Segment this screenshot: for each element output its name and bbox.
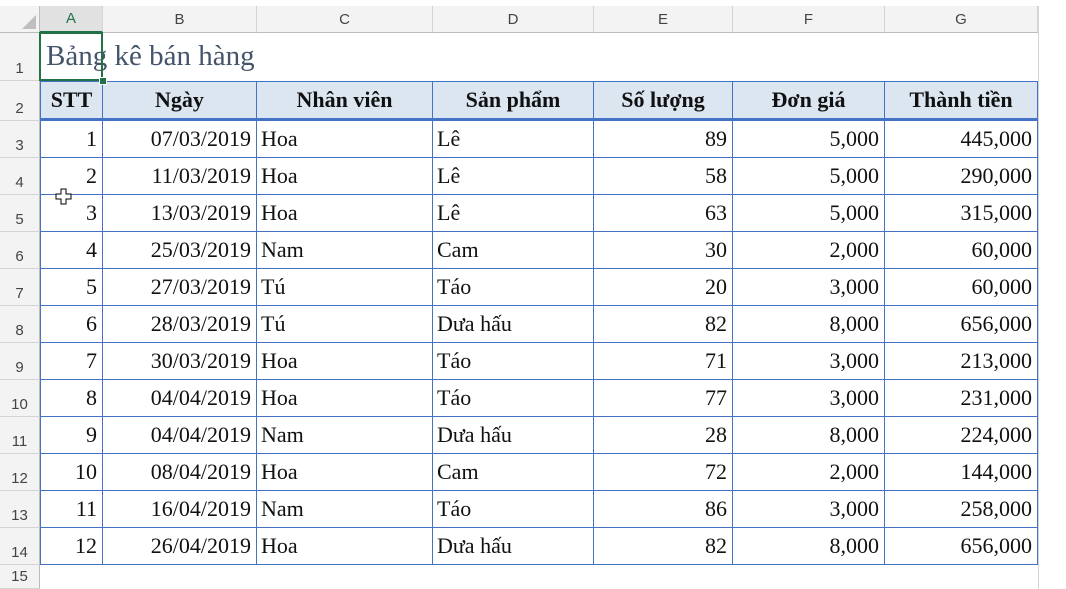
- table-cell-e7[interactable]: 20: [594, 269, 733, 306]
- table-cell-d3[interactable]: Lê: [433, 121, 594, 158]
- table-cell-a11[interactable]: 9: [40, 417, 103, 454]
- table-cell-d10[interactable]: Táo: [433, 380, 594, 417]
- table-cell-b14[interactable]: 26/04/2019: [103, 528, 257, 565]
- table-cell-b3[interactable]: 07/03/2019: [103, 121, 257, 158]
- table-cell-a12[interactable]: 10: [40, 454, 103, 491]
- table-cell-a6[interactable]: 4: [40, 232, 103, 269]
- table-cell-c6[interactable]: Nam: [257, 232, 433, 269]
- table-header-d[interactable]: Sản phẩm: [433, 81, 594, 121]
- row-header-12[interactable]: 12: [0, 454, 40, 491]
- table-cell-d8[interactable]: Dưa hấu: [433, 306, 594, 343]
- table-header-e[interactable]: Số lượng: [594, 81, 733, 121]
- table-cell-c3[interactable]: Hoa: [257, 121, 433, 158]
- table-cell-b11[interactable]: 04/04/2019: [103, 417, 257, 454]
- table-cell-b9[interactable]: 30/03/2019: [103, 343, 257, 380]
- table-cell-e10[interactable]: 77: [594, 380, 733, 417]
- table-cell-f10[interactable]: 3,000: [733, 380, 885, 417]
- row-header-3[interactable]: 3: [0, 121, 40, 158]
- table-cell-g8[interactable]: 656,000: [885, 306, 1038, 343]
- table-cell-g12[interactable]: 144,000: [885, 454, 1038, 491]
- table-cell-c10[interactable]: Hoa: [257, 380, 433, 417]
- table-header-a[interactable]: STT: [40, 81, 103, 121]
- table-cell-d6[interactable]: Cam: [433, 232, 594, 269]
- row-header-8[interactable]: 8: [0, 306, 40, 343]
- column-header-d[interactable]: D: [433, 6, 594, 33]
- table-cell-d7[interactable]: Táo: [433, 269, 594, 306]
- column-header-g[interactable]: G: [885, 6, 1038, 33]
- table-cell-e8[interactable]: 82: [594, 306, 733, 343]
- table-cell-g5[interactable]: 315,000: [885, 195, 1038, 232]
- table-cell-a10[interactable]: 8: [40, 380, 103, 417]
- table-cell-a4[interactable]: 2: [40, 158, 103, 195]
- table-cell-d11[interactable]: Dưa hấu: [433, 417, 594, 454]
- table-cell-b4[interactable]: 11/03/2019: [103, 158, 257, 195]
- column-header-b[interactable]: B: [103, 6, 257, 33]
- row-header-14[interactable]: 14: [0, 528, 40, 565]
- table-cell-c9[interactable]: Hoa: [257, 343, 433, 380]
- column-header-e[interactable]: E: [594, 6, 733, 33]
- table-cell-g10[interactable]: 231,000: [885, 380, 1038, 417]
- row-header-11[interactable]: 11: [0, 417, 40, 454]
- table-cell-f7[interactable]: 3,000: [733, 269, 885, 306]
- table-cell-c13[interactable]: Nam: [257, 491, 433, 528]
- table-cell-g4[interactable]: 290,000: [885, 158, 1038, 195]
- row-header-9[interactable]: 9: [0, 343, 40, 380]
- table-cell-c11[interactable]: Nam: [257, 417, 433, 454]
- table-cell-a7[interactable]: 5: [40, 269, 103, 306]
- table-cell-b5[interactable]: 13/03/2019: [103, 195, 257, 232]
- table-cell-e6[interactable]: 30: [594, 232, 733, 269]
- table-cell-f11[interactable]: 8,000: [733, 417, 885, 454]
- column-header-a[interactable]: A: [40, 6, 103, 33]
- table-cell-a8[interactable]: 6: [40, 306, 103, 343]
- grid-right-edge: [1038, 6, 1066, 589]
- row-header-5[interactable]: 5: [0, 195, 40, 232]
- table-header-f[interactable]: Đơn giá: [733, 81, 885, 121]
- table-header-c[interactable]: Nhân viên: [257, 81, 433, 121]
- table-cell-e3[interactable]: 89: [594, 121, 733, 158]
- table-cell-a13[interactable]: 11: [40, 491, 103, 528]
- table-cell-a3[interactable]: 1: [40, 121, 103, 158]
- table-cell-d4[interactable]: Lê: [433, 158, 594, 195]
- row-header-15[interactable]: 15: [0, 565, 40, 589]
- table-cell-e4[interactable]: 58: [594, 158, 733, 195]
- table-cell-f9[interactable]: 3,000: [733, 343, 885, 380]
- table-cell-e5[interactable]: 63: [594, 195, 733, 232]
- table-cell-f14[interactable]: 8,000: [733, 528, 885, 565]
- column-header-c[interactable]: C: [257, 6, 433, 33]
- table-cell-f6[interactable]: 2,000: [733, 232, 885, 269]
- table-cell-g7[interactable]: 60,000: [885, 269, 1038, 306]
- table-cell-c14[interactable]: Hoa: [257, 528, 433, 565]
- table-cell-b7[interactable]: 27/03/2019: [103, 269, 257, 306]
- table-cell-c8[interactable]: Tú: [257, 306, 433, 343]
- table-cell-f12[interactable]: 2,000: [733, 454, 885, 491]
- table-cell-d5[interactable]: Lê: [433, 195, 594, 232]
- table-cell-b8[interactable]: 28/03/2019: [103, 306, 257, 343]
- row-header-7[interactable]: 7: [0, 269, 40, 306]
- table-cell-d12[interactable]: Cam: [433, 454, 594, 491]
- table-cell-e12[interactable]: 72: [594, 454, 733, 491]
- select-all-corner[interactable]: [0, 6, 40, 33]
- table-cell-c12[interactable]: Hoa: [257, 454, 433, 491]
- table-header-b[interactable]: Ngày: [103, 81, 257, 121]
- table-header-g[interactable]: Thành tiền: [885, 81, 1038, 121]
- row-header-13[interactable]: 13: [0, 491, 40, 528]
- row-header-1[interactable]: 1: [0, 33, 40, 81]
- row-header-2[interactable]: 2: [0, 81, 40, 121]
- row-header-6[interactable]: 6: [0, 232, 40, 269]
- table-cell-g13[interactable]: 258,000: [885, 491, 1038, 528]
- table-cell-b12[interactable]: 08/04/2019: [103, 454, 257, 491]
- table-cell-e9[interactable]: 71: [594, 343, 733, 380]
- table-cell-f4[interactable]: 5,000: [733, 158, 885, 195]
- table-cell-f13[interactable]: 3,000: [733, 491, 885, 528]
- table-cell-g14[interactable]: 656,000: [885, 528, 1038, 565]
- table-cell-c5[interactable]: Hoa: [257, 195, 433, 232]
- cell-select-cursor-icon: [55, 188, 72, 205]
- table-cell-g11[interactable]: 224,000: [885, 417, 1038, 454]
- table-cell-a9[interactable]: 7: [40, 343, 103, 380]
- table-cell-g9[interactable]: 213,000: [885, 343, 1038, 380]
- table-cell-e11[interactable]: 28: [594, 417, 733, 454]
- table-cell-c7[interactable]: Tú: [257, 269, 433, 306]
- fill-handle[interactable]: [99, 77, 107, 85]
- row-header-4[interactable]: 4: [0, 158, 40, 195]
- table-cell-d9[interactable]: Táo: [433, 343, 594, 380]
- table-cell-b6[interactable]: 25/03/2019: [103, 232, 257, 269]
- row-header-10[interactable]: 10: [0, 380, 40, 417]
- table-cell-b10[interactable]: 04/04/2019: [103, 380, 257, 417]
- table-cell-a5[interactable]: 3: [40, 195, 103, 232]
- table-cell-b13[interactable]: 16/04/2019: [103, 491, 257, 528]
- active-cell-outline: [39, 32, 103, 81]
- table-cell-e13[interactable]: 86: [594, 491, 733, 528]
- table-cell-f5[interactable]: 5,000: [733, 195, 885, 232]
- table-cell-f3[interactable]: 5,000: [733, 121, 885, 158]
- table-cell-c4[interactable]: Hoa: [257, 158, 433, 195]
- table-cell-d14[interactable]: Dưa hấu: [433, 528, 594, 565]
- table-cell-e14[interactable]: 82: [594, 528, 733, 565]
- table-cell-d13[interactable]: Táo: [433, 491, 594, 528]
- sheet-title-cell[interactable]: Bảng kê bán hàng: [46, 40, 255, 72]
- table-cell-g3[interactable]: 445,000: [885, 121, 1038, 158]
- table-cell-g6[interactable]: 60,000: [885, 232, 1038, 269]
- table-cell-a14[interactable]: 12: [40, 528, 103, 565]
- table-cell-f8[interactable]: 8,000: [733, 306, 885, 343]
- column-header-f[interactable]: F: [733, 6, 885, 33]
